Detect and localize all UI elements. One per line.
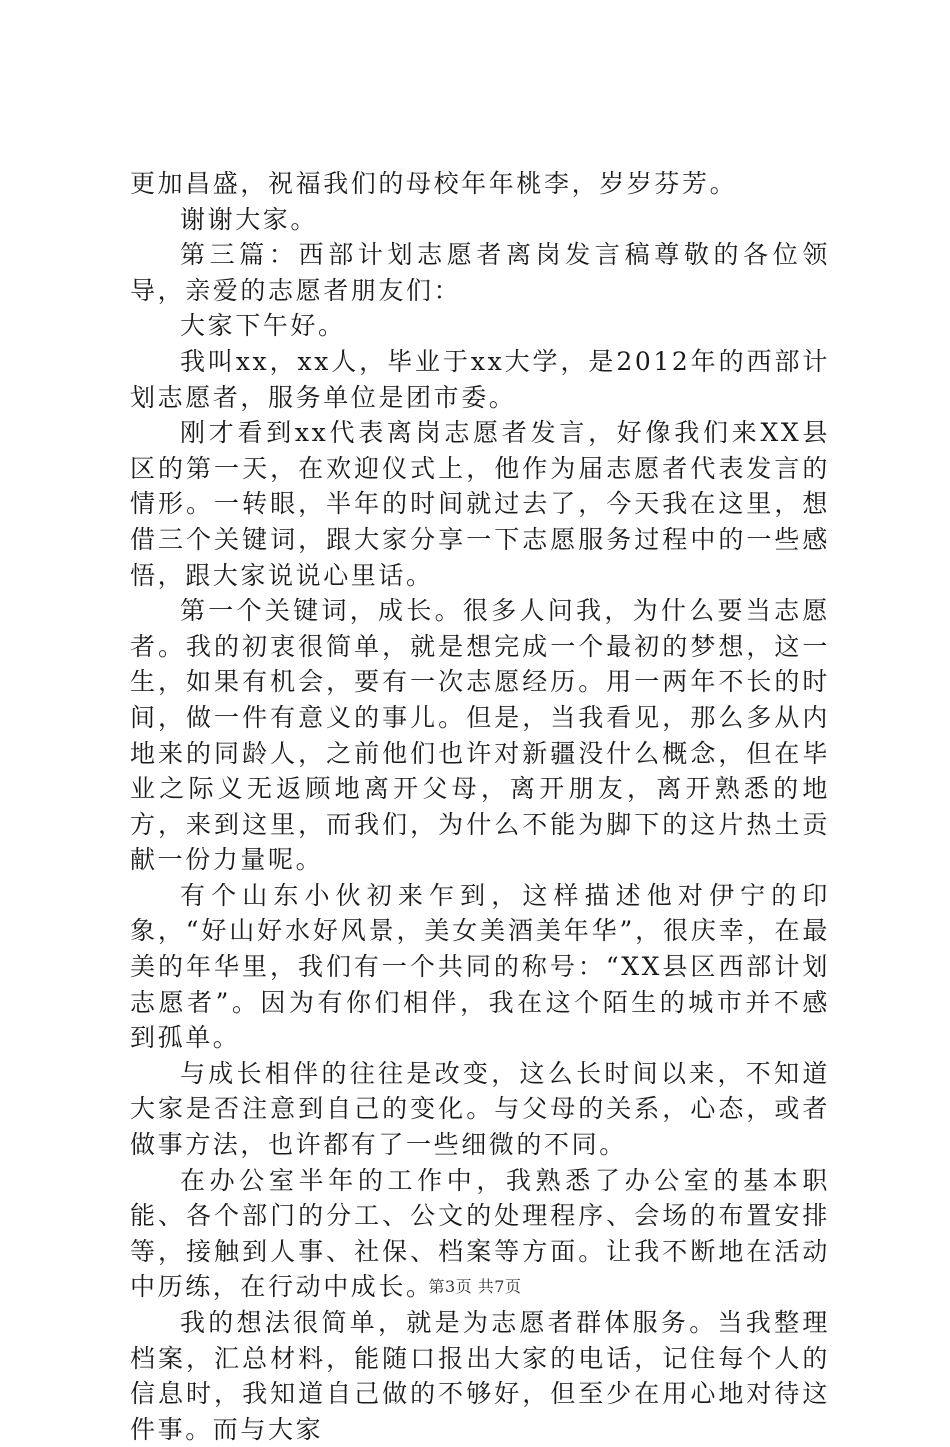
paragraph-thanks: 谢谢大家。: [180, 204, 319, 234]
paragraph-greeting: 大家下午好。: [180, 311, 346, 341]
document-body: [130, 166, 830, 1447]
paragraph-introduction: 我叫xx，xx人，毕业于xx大学，是2012年的西部计划志愿者，服务单位是团市委。: [130, 346, 830, 412]
paragraph-office-work: 在办公室半年的工作中，我熟悉了办公室的基本职能、各个部门的分工、公文的处理程序、会场的布置安排等，接触到人事、社保、档案等方面。让我不断地在活动中历练，在行动中成长。: [130, 1165, 830, 1302]
paragraph-shandong-story: 有个山东小伙初来乍到，这样描述他对伊宁的印象，“好山好水好风景，美女美酒美年华”，很庆幸，在最美的年华里，我们有一个共同的称号：“XX县区西部计划志愿者”。因为有你们相伴，我在这个陌生的城市并不感到孤单。: [130, 880, 830, 1053]
paragraph-change: 与成长相伴的往往是改变，这么长时间以来，不知道大家是否注意到自己的变化。与父母的关系，心态，或者做事方法，也许都有了一些细微的不同。: [130, 1058, 830, 1160]
page-number-footer: 第3页 共7页: [428, 1277, 522, 1296]
paragraph-opening: 刚才看到xx代表离岗志愿者发言，好像我们来XX县区的第一天，在欢迎仪式上，他作为届志愿者代表发言的情形。一转眼，半年的时间就过去了，今天我在这里，想借三个关键词，跟大家分享一下志愿服务过程中的一些感悟，跟大家说说心里话。: [130, 418, 830, 590]
paragraph-section-heading: 第三篇：西部计划志愿者离岗发言稿尊敬的各位领导，亲爱的志愿者朋友们：: [130, 240, 830, 305]
paragraph-keyword-growth: 第一个关键词，成长。很多人问我，为什么要当志愿者。我的初衷很简单，就是想完成一个最初的梦想，这一生，如果有机会，要有一次志愿经历。用一两年不长的时间，做一件有意义的事儿。但是，当我看见，那么多从内地来的同龄人，之前他们也许对新疆没什么概念，但在毕业之际义无返顾地离开父母，离开朋友，离开熟悉的地方，来到这里，而我们，为什么不能为脚下的这片热土贡献一份力量呢。: [130, 596, 830, 875]
paragraph-continuation: 更加昌盛，祝福我们的母校年年桃李，岁岁芬芳。: [130, 169, 738, 198]
paragraph-service: 我的想法很简单，就是为志愿者群体服务。当我整理档案，汇总材料，能随口报出大家的电话，记住每个人的信息时，我知道自己做的不够好，但至少在用心地对待这件事。而与大家: [130, 1308, 830, 1444]
